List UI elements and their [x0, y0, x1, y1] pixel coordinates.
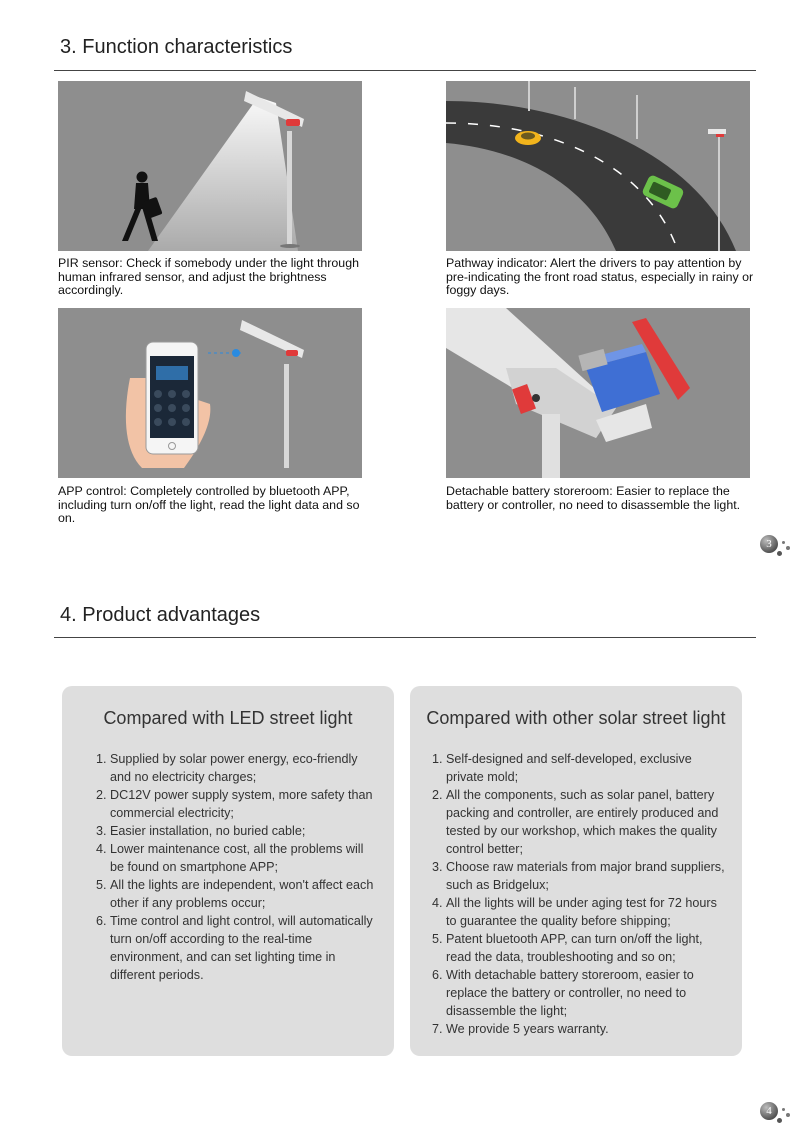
list-item: 1. Supplied by solar power energy, eco-friendly and no electricity charges; — [96, 752, 358, 784]
section-4-title: 4. Product advantages — [60, 604, 261, 626]
solar-comparison-title: Compared with other solar street light — [426, 708, 726, 728]
list-item: 3. Choose raw materials from major brand suppliers, such as Bridgelux; — [432, 860, 725, 892]
list-item: 6. With detachable battery storeroom, easier to replace the battery or controller, no need to disassemble the light; — [432, 968, 694, 1018]
pir-sensor-caption: PIR sensor: Check if somebody under the light through human infrared sensor, and adjust the brightness accordingly. — [58, 256, 359, 298]
pir-sensor-image — [58, 81, 362, 251]
app-control-caption: APP control: Completely controlled by bluetooth APP, including turn on/off the light, read the light data and so on. — [58, 484, 360, 526]
list-item: 5. All the lights are independent, won't affect each other if any problems occur; — [96, 878, 374, 910]
solar-comparison-list — [432, 750, 728, 1038]
solar-comparison-panel — [410, 686, 742, 1056]
page-number: 4 — [760, 1102, 778, 1120]
list-item: 4. Lower maintenance cost, all the problems will be found on smartphone APP; — [96, 842, 364, 874]
list-item: 2. All the components, such as solar panel, battery packing and controller, are entirely produced and tested by our workshop, which makes the quality control better; — [432, 788, 719, 856]
led-comparison-list — [96, 750, 380, 984]
list-item: 4. All the lights will be under aging test for 72 hours to guarantee the quality before shipping; — [432, 896, 717, 928]
page-number: 3 — [760, 535, 778, 553]
page-number-marker — [760, 1102, 792, 1126]
list-item: 6. Time control and light control, will automatically turn on/off according to the real-time environment, and can set lighting time in different periods. — [96, 914, 373, 982]
section-4-divider — [54, 637, 756, 638]
section-3-divider — [54, 70, 756, 71]
pathway-indicator-caption: Pathway indicator: Alert the drivers to pay attention by pre-indicating the front road status, especially in rainy or foggy days. — [446, 256, 754, 298]
battery-storeroom-image — [446, 308, 750, 478]
led-comparison-title: Compared with LED street light — [103, 708, 353, 728]
led-comparison-panel — [62, 686, 394, 1056]
pathway-indicator-image — [446, 81, 750, 251]
list-item: 7. We provide 5 years warranty. — [432, 1022, 609, 1036]
list-item: 3. Easier installation, no buried cable; — [96, 824, 306, 838]
battery-storeroom-caption: Detachable battery storeroom: Easier to replace the battery or controller, no need to disassemble the light. — [446, 484, 741, 512]
list-item: 1. Self-designed and self-developed, exclusive private mold; — [432, 752, 692, 784]
page-number-marker — [760, 535, 792, 559]
app-control-image — [58, 308, 362, 478]
list-item: 5. Patent bluetooth APP, can turn on/off the light, read the data, troubleshooting and so on; — [432, 932, 703, 964]
section-3-title: 3. Function characteristics — [60, 36, 293, 58]
list-item: 2. DC12V power supply system, more safety than commercial electricity; — [96, 788, 373, 820]
